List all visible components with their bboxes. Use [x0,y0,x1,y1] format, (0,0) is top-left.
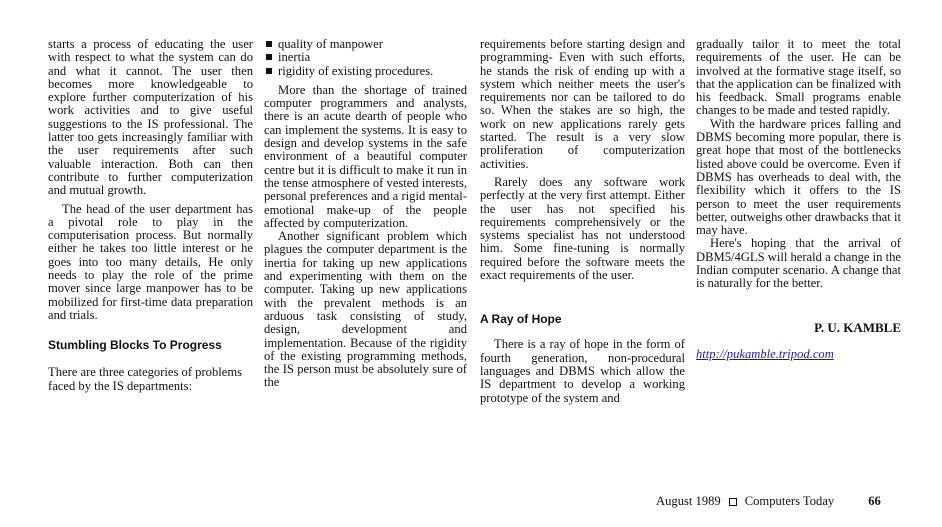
section-heading-ray-of-hope: A Ray of Hope [480,312,562,327]
column-3 [480,38,685,405]
column-1 [48,38,253,393]
separator-box-icon [729,498,737,506]
issue-date: August 1989 [656,494,721,508]
col1-paragraph-1: starts a process of educating the user with respect to what the system can do and what it cannot. The user then becomes more knowledgeable to explore further computerization of his work activities and to give useful suggestions to the IS professional. The latter too gets increasingly familiar with the user requirements after such valuable interaction. Both can then contribute to further computerization and mutual growth. [48,37,253,198]
col2-paragraph-2: Another significant problem which plagues the computer department is the inertia for taking up new applications and experimenting with them on the computer. Taking up new applications with the prevalent methods is an arduous task consisting of study, design, development and implementation. Because of the rigidity of the existing programming methods, the IS person must be absolutely sure of the [264,229,467,390]
bullet-square-icon [266,41,272,47]
bullet-square-icon [266,54,272,60]
col4-paragraph-2: With the hardware prices falling and DBMS becoming more popular, there is great hope that most of the bottlenecks listed above could be overcome. Even if DBMS has overheads to deal with, the flexibility which it offers to the IS person to meet the user requirements better, outweighs other drawbacks that it may have. [696,116,901,238]
list-item: quality of manpower [264,38,467,51]
page-footer [656,494,881,509]
list-item: rigidity of existing procedures. [264,65,467,78]
section-heading-stumbling-blocks: Stumbling Blocks To Progress [48,338,222,353]
column-2 [264,38,467,390]
col3-paragraph-3: There is a ray of hope in the form of fourth generation, non-procedural languages and DBMS which allow the IS department to develop a working prototype of the system and [480,337,685,405]
col2-paragraph-1: More than the shortage of trained computer programmers and analysts, there is an acute dearth of people who can implement the systems. It is easy to design and develop systems in the safe environment of a beautiful computer centre but it is difficult to make it run in the tense atmosphere of vested interests, personal preferences and a rigid mental-emotional make-up of the people affected by computerization. [264,82,467,230]
col3-paragraph-1: requirements before starting design and programming- Even with such efforts, he stands the risk of ending up with a system which neither meets the user's requirements nor can be tailored to do so. When the stakes are so high, the work on new applications rarely gets started. The result is a very slow proliferation of computerization activities. [480,37,685,171]
author-name: P. U. KAMBLE [814,319,901,335]
author-website-link[interactable]: http://pukamble.tripod.com [696,346,834,361]
col4-paragraph-1: gradually tailor it to meet the total requirements of the user. He can be involved at the formative stage itself, so that the application can be finalized with his feedback. Small programs enable changes to be made and tested rapidly. [696,37,901,118]
list-item: inertia [264,51,467,64]
col4-paragraph-3: Here's hoping that the arrival of DBM5/4GLS will herald a change in the Indian computer scenario. A change that is naturally for the better. [696,236,901,291]
magazine-name: Computers Today [744,494,835,508]
col3-paragraph-2: Rarely does any software work perfectly at the very first attempt. Either the user has not specified his requirements comprehensively or the systems specialist has not understood him. Some fine-tuning is normally required before the software meets the exact requirements of the user. [480,174,685,283]
page-number: 66 [868,494,881,508]
col1-paragraph-3: There are three categories of problems faced by the IS departments: [48,365,243,393]
column-4 [696,38,901,361]
col1-paragraph-2: The head of the user department has a pivotal role to play in the computerisation process. But normally either he takes too little interest or he goes into too many details, He only needs to play the role of the prime mover since large manpower has to be mobilized for first-time data preparation and trials. [48,201,253,322]
problem-list [264,38,467,78]
bullet-square-icon [266,68,272,74]
